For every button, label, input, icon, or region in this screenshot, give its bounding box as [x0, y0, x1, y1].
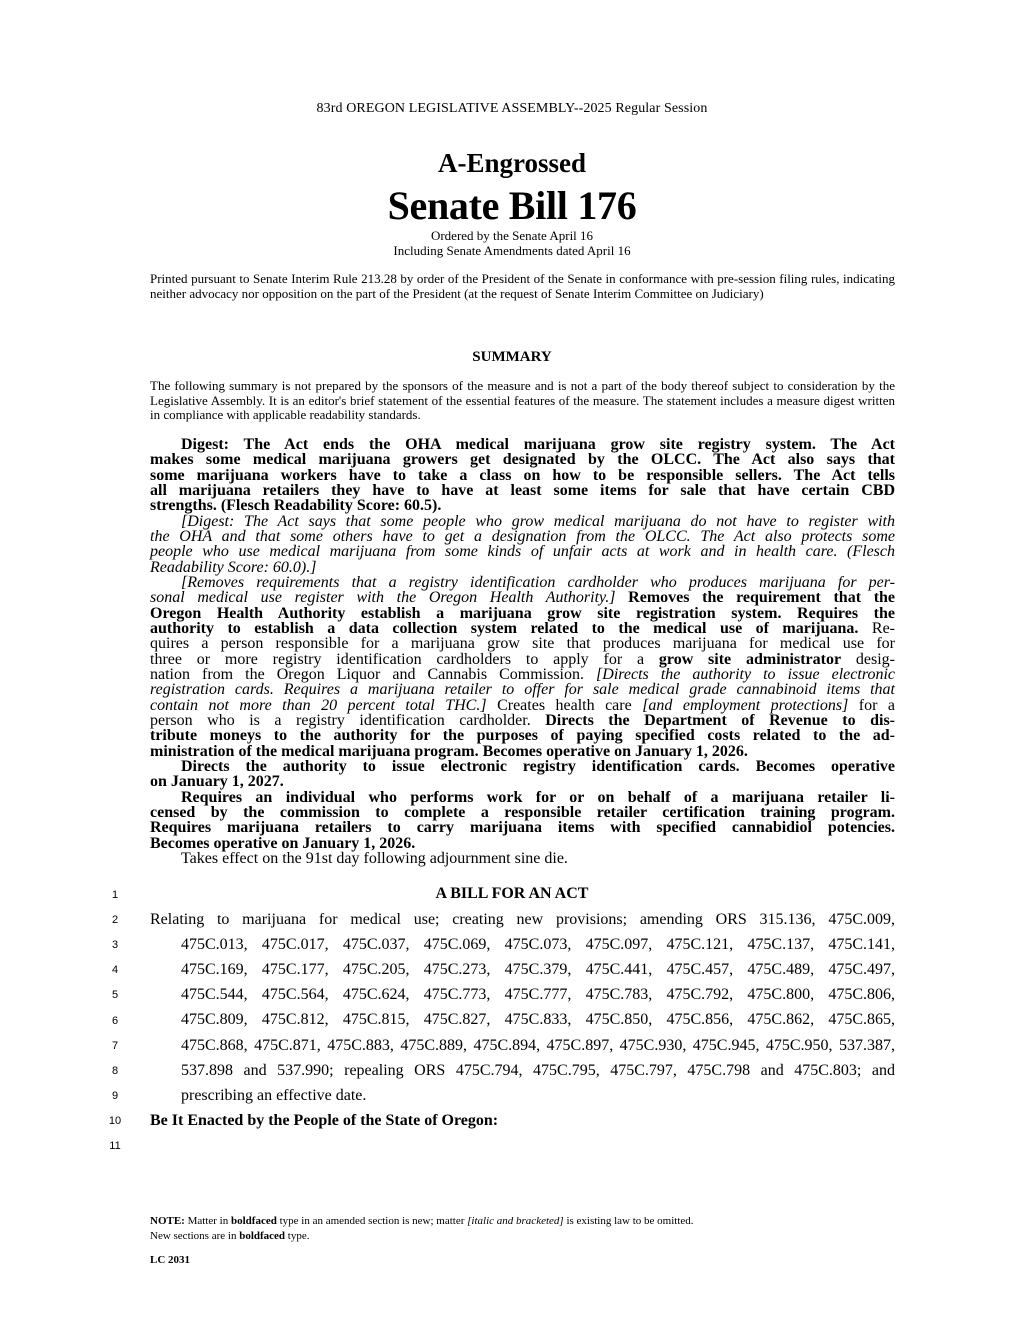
old-digest-line: the OHA and that some others have to get a designation from the OLCC. The Act also protects some	[150, 528, 895, 545]
summary-line	[150, 698, 895, 713]
summary-line: [Removes requirements that a registry identification cardholder who produces marijuana for per-	[181, 574, 895, 591]
digest-line: strengths. (Flesch Readability Score: 60.5).	[150, 497, 442, 514]
summary-line: quires a person responsible for a marijuana grow site that produces marijuana for medical use for	[150, 635, 895, 652]
summary-line	[150, 590, 895, 605]
ordered-by	[0, 229, 1024, 258]
line-number: 2	[111, 914, 119, 926]
line-number: 6	[111, 1015, 119, 1027]
bill-line: Relating to marijuana for medical use; creating new provisions; amending ORS 315.136, 475C.009,	[150, 911, 895, 928]
summary-line	[150, 667, 895, 682]
summary-heading: SUMMARY	[472, 349, 552, 365]
line-number: 3	[111, 939, 119, 951]
bill-line: 537.898 and 537.990; repealing ORS 475C.794, 475C.795, 475C.797, 475C.798 and 475C.803; and	[181, 1062, 895, 1079]
summary-italic: sonal medical use register with the Oregon Health Authority.]	[150, 589, 616, 606]
bill-line: 475C.544, 475C.564, 475C.624, 475C.773, 475C.777, 475C.783, 475C.792, 475C.800, 475C.806,	[181, 986, 895, 1003]
session-header: 83rd OREGON LEGISLATIVE ASSEMBLY--2025 Regular Session	[316, 101, 708, 116]
summary-bold: grow site administrator	[658, 651, 842, 668]
summary-italic: [and employment protections]	[642, 697, 849, 714]
ordered-line-2: Including Senate Amendments dated April 16	[393, 242, 631, 258]
summary-bold: Removes the requirement that the	[628, 589, 896, 606]
line-number: 5	[111, 989, 119, 1001]
summary-italic: [Directs the authority to issue electronic	[596, 666, 896, 683]
summary-line: ministration of the medical marijuana program. Becomes operative on January 1, 2026.	[150, 743, 748, 760]
note-text: is existing law to be omitted.	[566, 1215, 694, 1227]
summary-intro: The following summary is not prepared by the sponsors of the measure and is not a part of the body thereof subject to consideration by the Legislative Assembly. It is an editor's brief statement of the essential features of the measure. The statement includes a measure digest written in compliance with applicable readability standards.	[150, 378, 895, 423]
lc-number: LC 2031	[150, 1254, 191, 1266]
digest-line: some marijuana workers have to take a class on how to be responsible sellers. The Act tells	[150, 467, 895, 484]
summary-line	[150, 652, 895, 667]
takes-effect: Takes effect on the 91st day following adjournment sine die.	[181, 850, 568, 867]
summary-bold: Directs the Department of Revenue to dis-	[545, 712, 896, 729]
printed-pursuant: Printed pursuant to Senate Interim Rule 213.28 by order of the President of the Senate in conformance with pre-session filing rules, indicating neither advocacy nor opposition on the part of the President (at the request of Senate Interim Committee on Judiciary)	[150, 271, 895, 301]
summary-line: Becomes operative on January 1, 2026.	[150, 835, 416, 852]
line-number: 8	[111, 1065, 119, 1077]
summary-line: Requires an individual who performs work for or on behalf of a marijuana retailer li-	[181, 789, 895, 806]
summary-line: censed by the commission to complete a responsible retailer certification training program.	[150, 804, 895, 821]
summary-text: three or more registry identification cardholders to apply for a	[150, 651, 645, 668]
summary-line: Requires marijuana retailers to carry marijuana items with specified cannabidiol potencies.	[150, 819, 895, 836]
note-text: type.	[287, 1230, 310, 1242]
line-number: 4	[111, 964, 119, 976]
note-bold: boldfaced	[230, 1215, 277, 1227]
bill-line: 475C.868, 475C.871, 475C.883, 475C.889, 475C.894, 475C.897, 475C.930, 475C.945, 475C.950, 537.387,	[181, 1037, 895, 1054]
old-digest-line: Readability Score: 60.0).]	[150, 559, 317, 576]
bill-act-title: A BILL FOR AN ACT	[435, 885, 589, 902]
line-number: 7	[111, 1040, 119, 1052]
line-number: 10	[108, 1115, 122, 1127]
bill-line: 475C.809, 475C.812, 475C.815, 475C.827, 475C.833, 475C.850, 475C.856, 475C.862, 475C.865,	[181, 1011, 895, 1028]
digest-line: makes some medical marijuana growers get designated by the OLCC. The Act also says that	[150, 451, 895, 468]
note-line-2	[150, 1229, 910, 1244]
bill-line: prescribing an effective date.	[181, 1087, 367, 1104]
bill-line: 475C.013, 475C.017, 475C.037, 475C.069, 475C.073, 475C.097, 475C.121, 475C.137, 475C.141,	[181, 936, 895, 953]
note-bold: boldfaced	[239, 1230, 286, 1242]
summary-line: Directs the authority to issue electronic registry identification cards. Becomes operative	[181, 758, 895, 775]
line-number: 11	[109, 1140, 121, 1152]
summary-text: Creates health care	[497, 697, 632, 714]
digest-line: all marijuana retailers they have to have at least some items for sale that have certain CBD	[150, 482, 895, 499]
note-line-1	[150, 1214, 910, 1229]
engrossed-label: A-Engrossed	[437, 148, 587, 178]
old-digest-line: [Digest: The Act says that some people who grow medical marijuana do not have to register with	[181, 513, 895, 530]
summary-line	[150, 713, 895, 728]
summary-line: tribute moneys to the authority for the purposes of paying specified costs related to the ad-	[150, 727, 895, 744]
summary-text: desig-	[855, 651, 895, 668]
note-text: Matter in	[187, 1215, 229, 1227]
summary-bold: authority to establish a data collection system related to the medical use of marijuana.	[150, 620, 859, 637]
note-italic: [italic and bracketed]	[467, 1215, 564, 1227]
line-number: 9	[111, 1090, 119, 1102]
note-text: New sections are in	[150, 1230, 237, 1242]
ordered-line-1: Ordered by the Senate April 16	[430, 228, 594, 243]
note-text: type in an amended section is new; matter	[279, 1215, 465, 1227]
summary-text: nation from the Oregon Liquor and Cannabis Commission.	[150, 666, 584, 683]
summary-line: on January 1, 2027.	[150, 773, 284, 790]
old-digest-line: people who use medical marijuana from some kinds of unfair acts at work and in health care. (Flesch	[150, 543, 895, 560]
enacting-clause: Be It Enacted by the People of the State of Oregon:	[150, 1112, 499, 1129]
summary-text: person who is a registry identification cardholder.	[150, 712, 531, 729]
line-number: 1	[111, 889, 119, 901]
footer-note	[150, 1214, 910, 1244]
summary-line: Oregon Health Authority establish a marijuana grow site registration system. Requires the	[150, 605, 895, 622]
bill-line: 475C.169, 475C.177, 475C.205, 475C.273, 475C.379, 475C.441, 475C.457, 475C.489, 475C.497,	[181, 961, 895, 978]
digest-line: Digest: The Act ends the OHA medical marijuana grow site registry system. The Act	[181, 436, 895, 453]
summary-line	[150, 621, 895, 636]
summary-text: for a	[858, 697, 896, 714]
summary-italic: contain not more than 20 percent total THC.]	[150, 697, 487, 714]
bill-title: Senate Bill 176	[387, 183, 637, 228]
summary-line: registration cards. Requires a marijuana retailer to offer for sale medical grade cannabinoid items that	[150, 681, 895, 698]
summary-text: Re-	[871, 620, 896, 637]
note-label: NOTE:	[150, 1215, 185, 1227]
